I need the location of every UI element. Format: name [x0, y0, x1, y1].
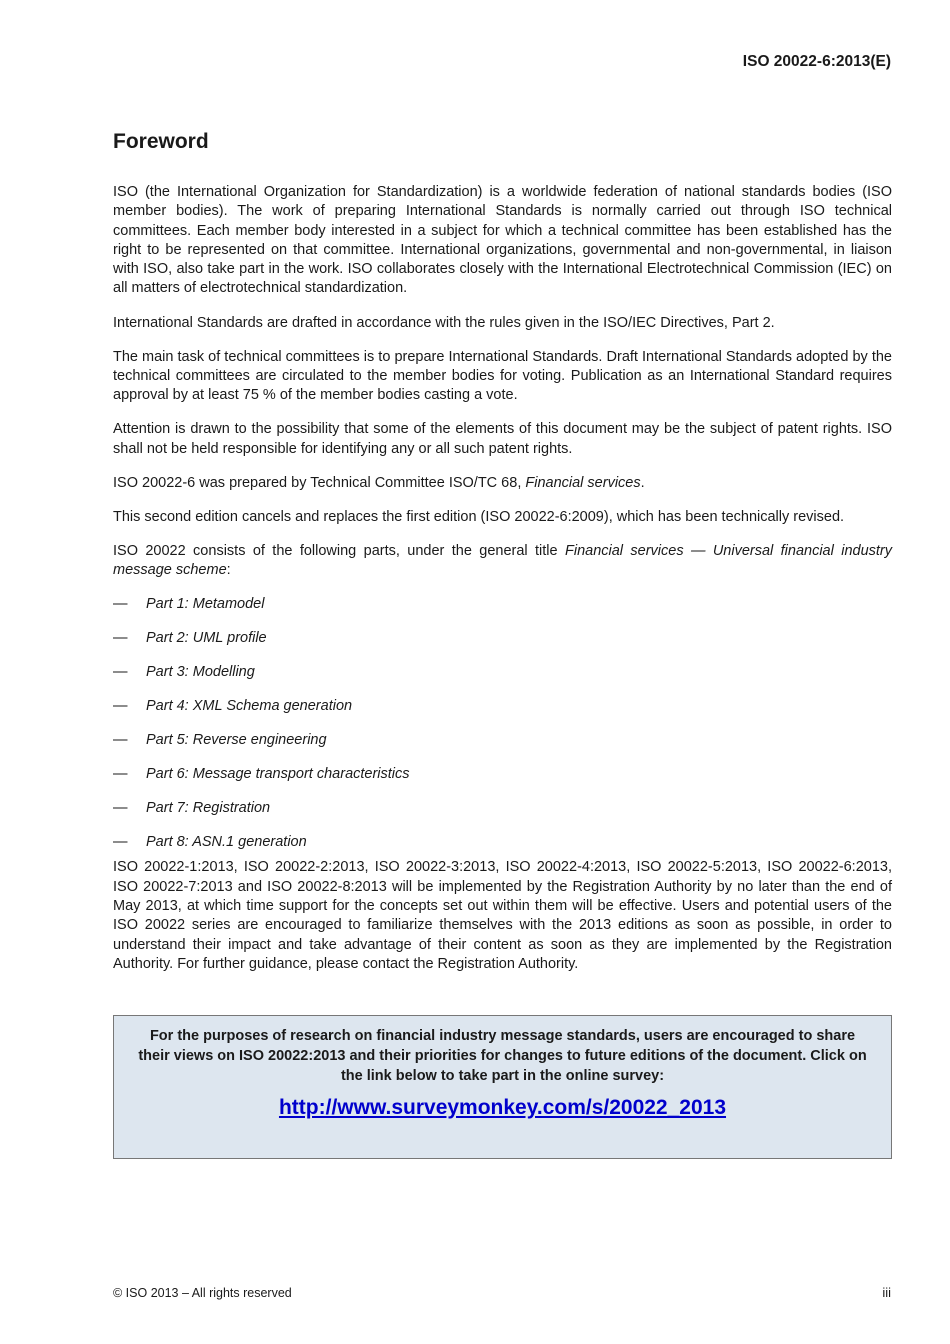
dash-bullet: —	[113, 630, 128, 647]
dash-bullet: —	[113, 596, 128, 613]
list-item	[113, 731, 892, 765]
paragraph-patent-rights: Attention is drawn to the possibility that some of the elements of this document may be the subject of patent rights. ISO shall not be held responsible for identifying any or all such patent rights.	[113, 421, 892, 457]
dash-bullet: —	[113, 766, 128, 783]
foreword-body	[113, 183, 892, 989]
part-title: Part 8: ASN.1 generation	[146, 834, 307, 851]
dash-bullet: —	[113, 800, 128, 817]
list-item	[113, 765, 892, 799]
list-item	[113, 833, 892, 858]
list-item	[113, 595, 892, 629]
list-item	[113, 697, 892, 731]
part-title: Part 1: Metamodel	[146, 596, 265, 613]
dash-bullet: —	[113, 732, 128, 749]
dash-bullet: —	[113, 664, 128, 681]
committee-name: Financial services	[525, 474, 641, 491]
paragraph-iso-intro: ISO (the International Organization for Standardization) is a worldwide federation of national standards bodies (ISO member bodies). The work of preparing International Standards is normally carried out through ISO technical committees. Each member body interested in a subject for which a technical committee has been established has the right to be represented on that committee. International organizations, governmental and non-governmental, in liaison with ISO, also take part in the work. ISO collaborates closely with the International Electrotechnical Commission (IEC) on all matters of electrotechnical standardization.	[113, 184, 892, 297]
part-title: Part 7: Registration	[146, 800, 271, 817]
part-title: Part 2: UML profile	[146, 630, 267, 647]
paragraph-parts-intro	[113, 542, 892, 581]
dash-bullet: —	[113, 834, 128, 851]
paragraph-prepared-by	[113, 474, 892, 493]
copyright-notice: © ISO 2013 – All rights reserved	[113, 1286, 292, 1300]
paragraph-edition-note: This second edition cancels and replaces the first edition (ISO 20022-6:2009), which has been technically revised.	[113, 508, 845, 525]
part-title: Part 3: Modelling	[146, 664, 255, 681]
part-title: Part 5: Reverse engineering	[146, 732, 327, 749]
survey-box	[113, 1015, 892, 1159]
parts-intro-suffix: :	[226, 562, 231, 579]
page-title: Foreword	[113, 130, 209, 153]
prepared-by-text: ISO 20022-6 was prepared by Technical Committee ISO/TC 68,	[113, 474, 526, 491]
paragraph-implementation: ISO 20022-1:2013, ISO 20022-2:2013, ISO 20022-3:2013, ISO 20022-4:2013, ISO 20022-5:2013, ISO 20022-6:2013, ISO 20022-7:2013 and ISO 20022-8:2013 will be implemented by the Registration Authority by no later than the end of May 2013, at which time support for the concepts set out within them will be effective. Users and potential users of the ISO 20022 series are encouraged to familiarize themselves with the 2013 editions as soon as possible, in order to understand their impact and take advantage of their content as soon as they are implemented by the Registration Authority. For further guidance, please contact the Registration Authority.	[113, 859, 892, 972]
dash-bullet: —	[113, 698, 128, 715]
list-item	[113, 799, 892, 833]
list-item	[113, 629, 892, 663]
parts-list	[113, 595, 892, 858]
part-title: Part 4: XML Schema generation	[146, 698, 353, 715]
parts-intro-text: ISO 20022 consists of the following parts, under the general title	[113, 542, 565, 559]
page-number: iii	[882, 1285, 891, 1300]
part-title: Part 6: Message transport characteristics	[146, 766, 410, 783]
survey-link[interactable]: http://www.surveymonkey.com/s/20022_2013	[278, 1096, 727, 1119]
survey-text: For the purposes of research on financial industry message standards, users are encouraged to share their views on ISO 20022:2013 and their priorities for changes to future editions of the document. Click on the link below to take part in the online survey:	[138, 1028, 867, 1084]
prepared-by-suffix: .	[640, 474, 645, 491]
document-id: ISO 20022-6:2013(E)	[742, 53, 891, 70]
general-title: Financial services — Universal financial industry message scheme	[113, 542, 892, 579]
list-item	[113, 663, 892, 697]
paragraph-technical-committees: The main task of technical committees is to prepare International Standards. Draft International Standards adopted by the technical committees are circulated to the member bodies for voting. Publication as an International Standard requires approval by at least 75 % of the member bodies casting a vote.	[113, 348, 892, 404]
paragraph-directives: International Standards are drafted in accordance with the rules given in the ISO/IEC Directives, Part 2.	[113, 314, 775, 331]
